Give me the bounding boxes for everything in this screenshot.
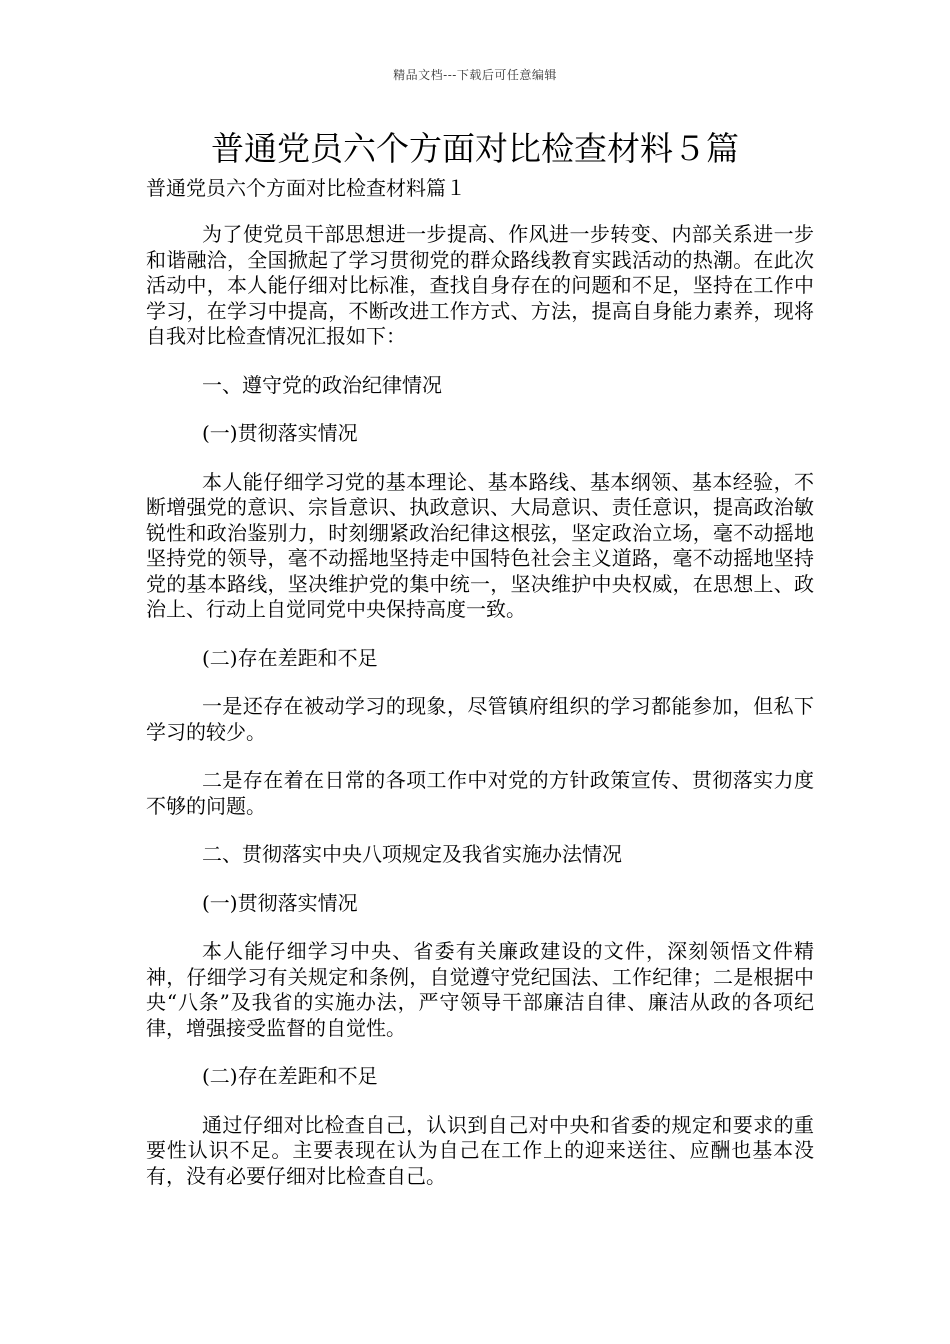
- paragraph: 本人能仔细学习党的基本理论、基本路线、基本纲领、基本经验，不断增强党的意识、宗旨意识、执政意识、大局意识、责任意识，提高政治敏锐性和政治鉴别力，时刻绷紧政治纪律这根弦，坚定政治立场，毫不动摇地坚持党的领导，毫不动摇地坚持走中国特色社会主义道路，毫不动摇地坚持党的基本路线，坚决维护党的集中统一，坚决维护中央权威，在思想上、政治上、行动上自觉同党中央保持高度一致。: [146, 469, 814, 621]
- section-heading: 二、贯彻落实中央八项规定及我省实施办法情况: [202, 842, 622, 866]
- document-body: [146, 222, 814, 1212]
- paragraph: 本人能仔细学习中央、省委有关廉政建设的文件，深刻领悟文件精神，仔细学习有关规定和条例，自觉遵守党纪国法、工作纪律；二是根据中央“八条”及我省的实施办法，严守领导干部廉洁自律、廉洁从政的各项纪律，增强接受监督的自觉性。: [146, 939, 814, 1040]
- paragraph: 为了使党员干部思想进一步提高、作风进一步转变、内部关系进一步和谐融洽，全国掀起了学习贯彻党的群众路线教育实践活动的热潮。在此次活动中，本人能仔细对比标准，查找自身存在的问题和不足，坚持在工作中学习，在学习中提高，不断改进工作方式、方法，提高自身能力素养，现将自我对比检查情况汇报如下：: [146, 222, 814, 348]
- subsection-heading: (一)贯彻落实情况: [202, 421, 358, 445]
- paragraph: 通过仔细对比检查自己，认识到自己对中央和省委的规定和要求的重要性认识不足。主要表现在认为自己在工作上的迎来送往、应酬也基本没有，没有必要仔细对比检查自己。: [146, 1112, 814, 1188]
- document-subtitle: 普通党员六个方面对比检查材料篇１: [146, 176, 466, 200]
- section-heading: 一、遵守党的政治纪律情况: [202, 372, 442, 397]
- paragraph: 一是还存在被动学习的现象，尽管镇府组织的学习都能参加，但私下学习的较少。: [146, 694, 814, 744]
- paragraph: 二是存在着在日常的各项工作中对党的方针政策宣传、贯彻落实力度不够的问题。: [146, 768, 814, 818]
- subsection-heading: (二)存在差距和不足: [202, 1064, 378, 1088]
- header-note: 精品文档---下载后可任意编辑: [393, 68, 557, 82]
- subsection-heading: (二)存在差距和不足: [202, 645, 378, 670]
- document-title: 普通党员六个方面对比检查材料５篇: [211, 129, 739, 168]
- subsection-heading: (一)贯彻落实情况: [202, 890, 358, 915]
